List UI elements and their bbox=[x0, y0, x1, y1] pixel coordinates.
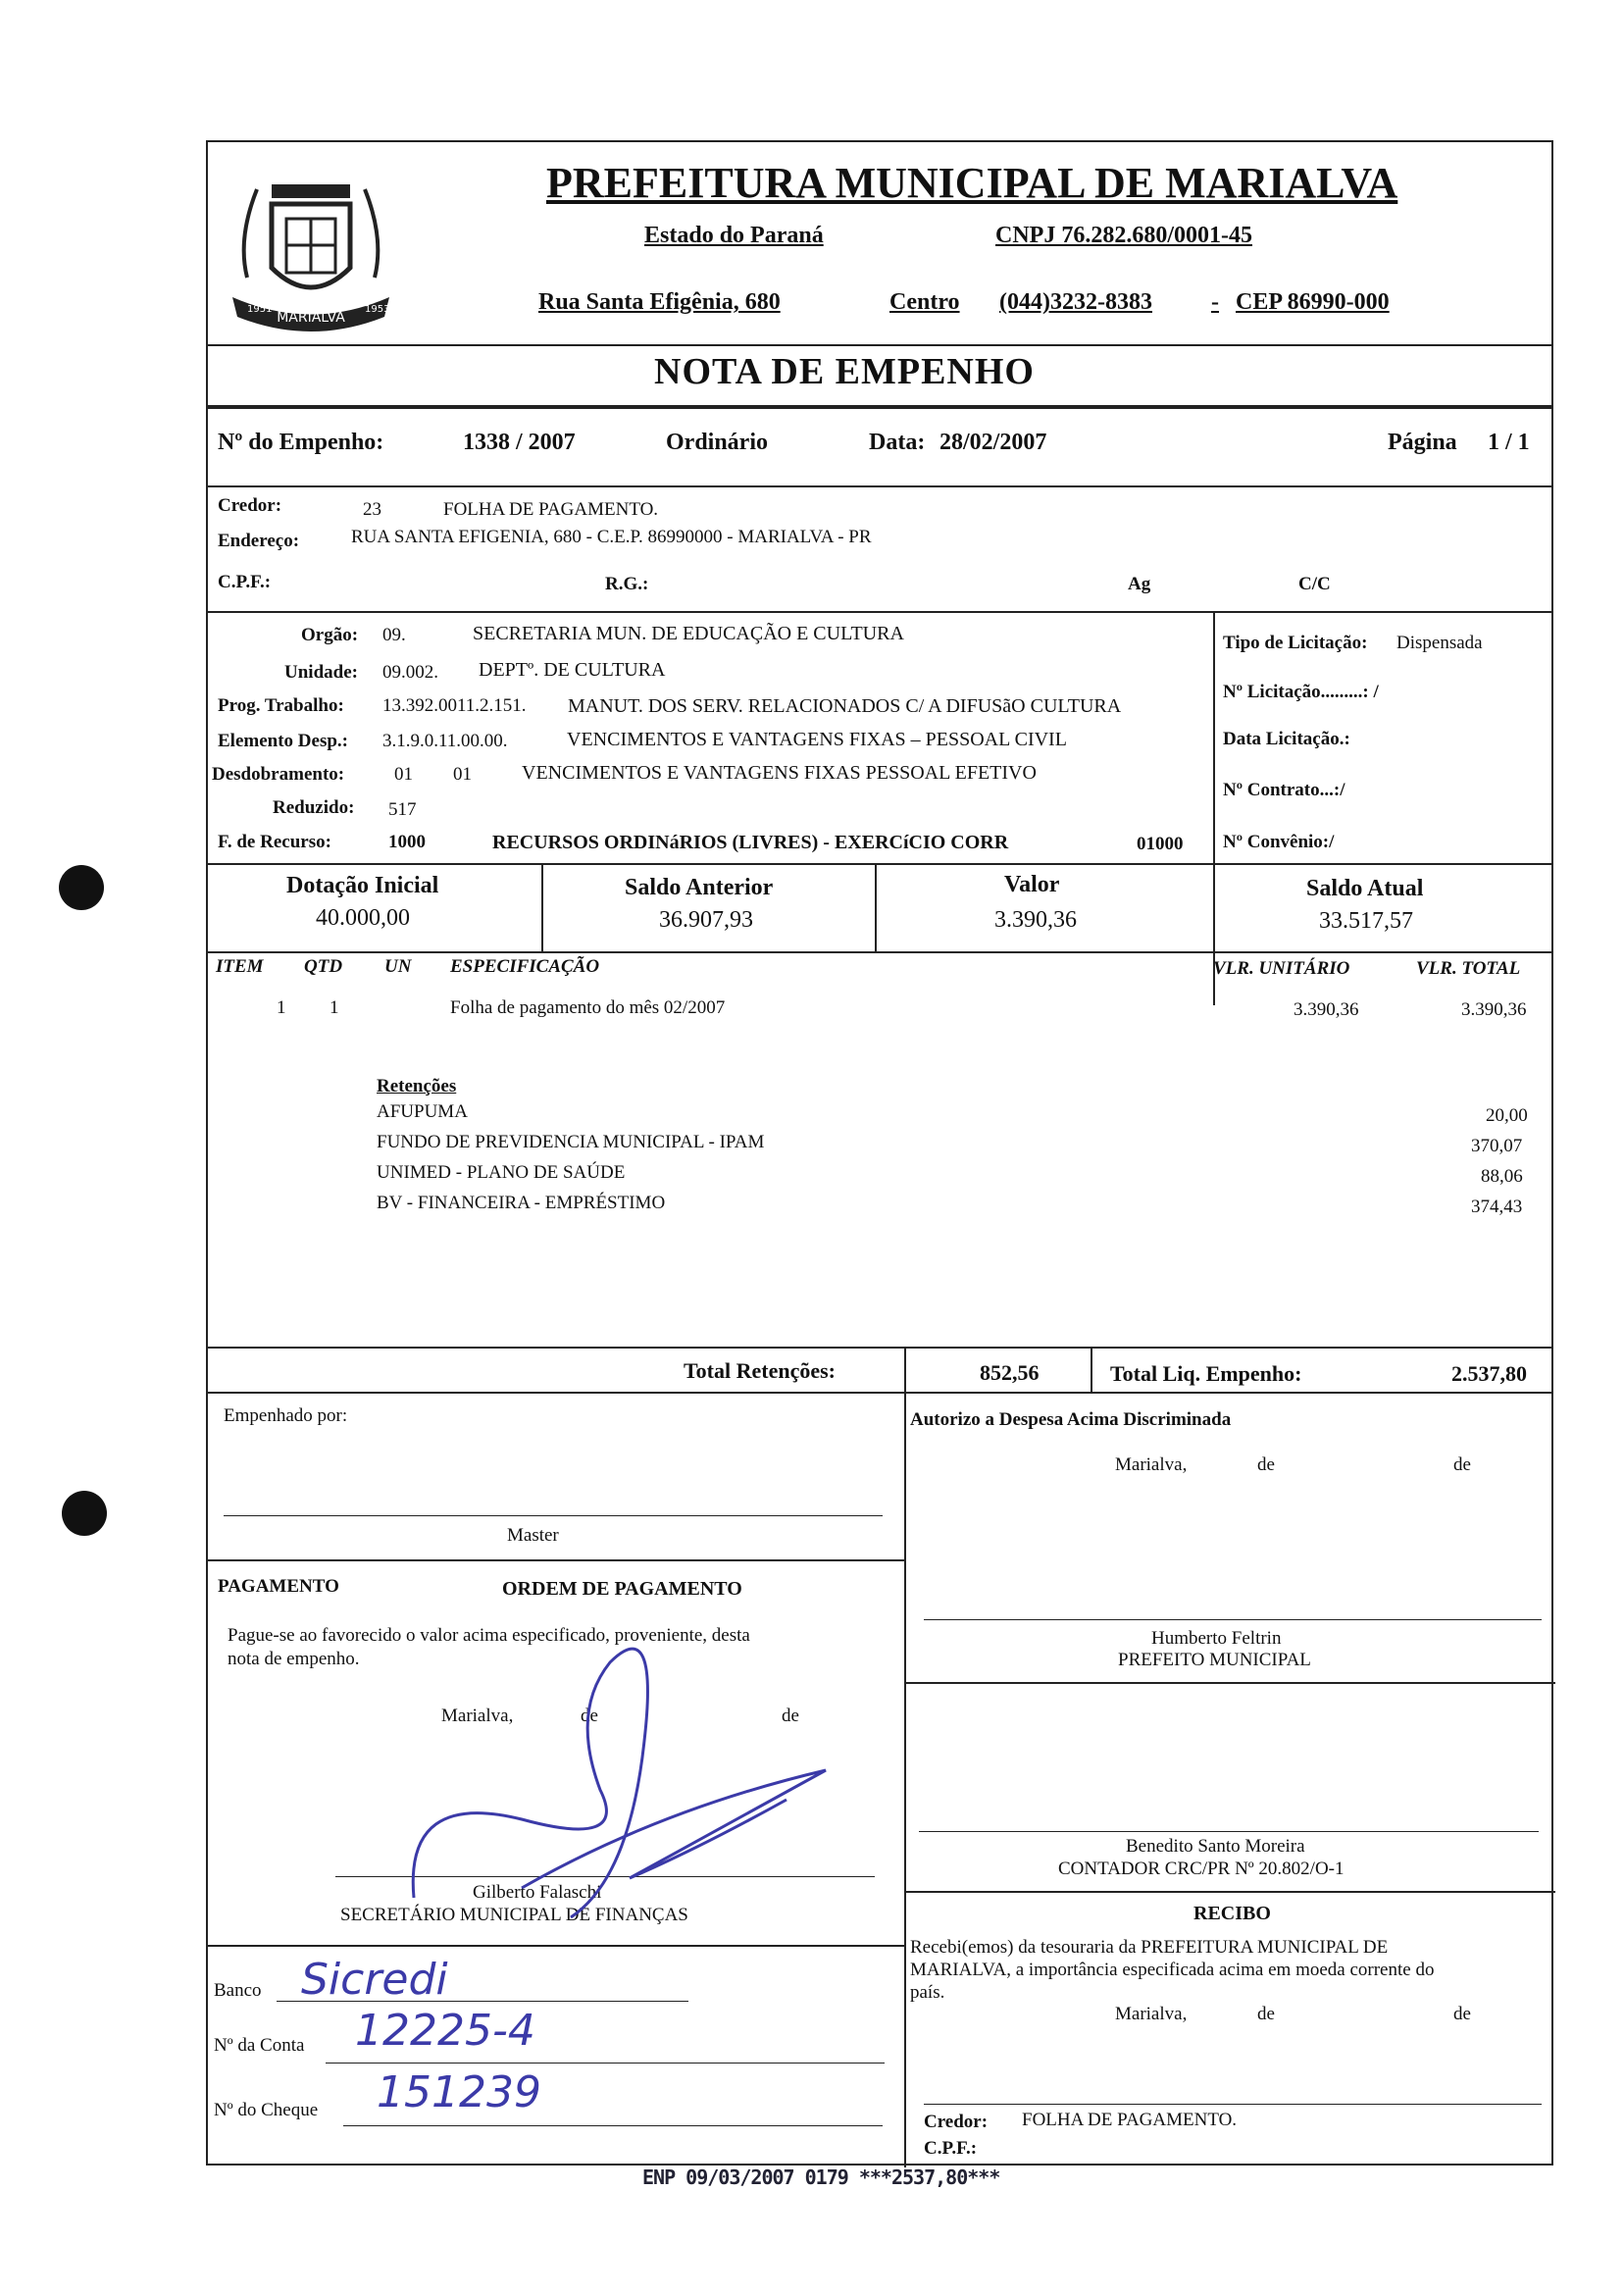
unidade-code: 09.002. bbox=[382, 662, 438, 683]
address: Rua Santa Efigênia, 680 bbox=[538, 289, 781, 315]
item-unit: 3.390,36 bbox=[1294, 999, 1359, 1020]
empenho-date: 28/02/2007 bbox=[939, 430, 1047, 455]
phone: (044)3232-8383 bbox=[999, 289, 1152, 315]
secretario-name: Gilberto Falaschi bbox=[473, 1882, 602, 1903]
cep: CEP 86990-000 bbox=[1236, 289, 1390, 315]
state-name: Estado do Paraná bbox=[644, 223, 824, 248]
recibo-text-2: MARIALVA, a importância especificada acima em moeda corrente do bbox=[910, 1960, 1435, 1980]
prog-code: 13.392.0011.2.151. bbox=[382, 695, 527, 716]
retencao-value: 374,43 bbox=[1471, 1197, 1523, 1217]
page-label: Página bbox=[1388, 430, 1457, 455]
col-qtd: QTD bbox=[304, 956, 343, 977]
total-retencoes-label: Total Retenções: bbox=[684, 1358, 836, 1383]
reduzido-value: 517 bbox=[388, 799, 417, 820]
dotacao-label: Dotação Inicial bbox=[286, 873, 439, 898]
prefeito-role: PREFEITO MUNICIPAL bbox=[1118, 1650, 1311, 1670]
item-desc: Folha de pagamento do mês 02/2007 bbox=[450, 997, 726, 1018]
recibo-title: RECIBO bbox=[1193, 1903, 1271, 1924]
contrato: Nº Contrato...:/ bbox=[1223, 780, 1345, 800]
secretario-role: SECRETÁRIO MUNICIPAL DE FINANÇAS bbox=[340, 1905, 688, 1925]
orgao-label: Orgão: bbox=[301, 625, 359, 645]
contador-name: Benedito Santo Moreira bbox=[1126, 1836, 1305, 1857]
recibo-cpf-label: C.P.F.: bbox=[924, 2138, 978, 2159]
autorizo-de1: de bbox=[1257, 1454, 1275, 1475]
atual-value: 33.517,57 bbox=[1319, 908, 1413, 934]
desdob-a: 01 bbox=[394, 764, 413, 785]
anterior-label: Saldo Anterior bbox=[625, 875, 774, 900]
valor-value: 3.390,36 bbox=[994, 907, 1077, 933]
elemento-name: VENCIMENTOS E VANTAGENS FIXAS – PESSOAL CIVIL bbox=[567, 729, 1067, 750]
empenho-type: Ordinário bbox=[666, 430, 769, 455]
empenho-number: 1338 / 2007 bbox=[463, 430, 576, 455]
total-liquido-value: 2.537,80 bbox=[1451, 1361, 1527, 1386]
recibo-text-3: país. bbox=[910, 1982, 945, 2003]
unidade-label: Unidade: bbox=[284, 662, 358, 683]
secretario-signature-icon bbox=[404, 1623, 855, 1937]
retencao-value: 370,07 bbox=[1471, 1136, 1523, 1156]
svg-text:1951: 1951 bbox=[247, 304, 273, 315]
page-number: 1 / 1 bbox=[1488, 430, 1530, 455]
pagamento-de1: de bbox=[581, 1706, 598, 1726]
conta-label: Nº da Conta bbox=[214, 2035, 305, 2056]
reduzido-label: Reduzido: bbox=[273, 797, 355, 818]
municipal-crest-icon bbox=[218, 150, 404, 336]
elemento-code: 3.1.9.0.11.00.00. bbox=[382, 731, 508, 751]
credor-name: FOLHA DE PAGAMENTO. bbox=[443, 499, 659, 520]
recibo-de1: de bbox=[1257, 2004, 1275, 2024]
cheque-label: Nº do Cheque bbox=[214, 2100, 319, 2120]
elemento-label: Elemento Desp.: bbox=[218, 731, 348, 751]
anterior-value: 36.907,93 bbox=[659, 907, 753, 933]
retencao-name: BV - FINANCEIRA - EMPRÉSTIMO bbox=[377, 1193, 666, 1213]
recibo-credor-label: Credor: bbox=[924, 2112, 989, 2132]
cpf-label: C.P.F.: bbox=[218, 572, 272, 592]
prog-name: MANUT. DOS SERV. RELACIONADOS C/ A DIFUSãO CULTURA bbox=[568, 695, 1122, 717]
autorizo-de2: de bbox=[1453, 1454, 1471, 1475]
autorizo-label: Autorizo a Despesa Acima Discriminada bbox=[910, 1409, 1232, 1430]
municipality-title: PREFEITURA MUNICIPAL DE MARIALVA bbox=[546, 159, 1398, 207]
conta-handwritten: 12225-4 bbox=[355, 2006, 535, 2056]
pagamento-de2: de bbox=[782, 1706, 799, 1726]
col-espec: ESPECIFICAÇÃO bbox=[450, 956, 600, 977]
valor-label: Valor bbox=[1004, 872, 1060, 897]
licitacao-tipo: Dispensada bbox=[1396, 633, 1483, 653]
address-label: Endereço: bbox=[218, 531, 300, 551]
separator: - bbox=[1211, 289, 1219, 315]
dotacao-value: 40.000,00 bbox=[316, 905, 410, 931]
crest-banner-text: MARIALVA bbox=[277, 310, 345, 326]
recibo-city: Marialva, bbox=[1115, 2004, 1188, 2024]
desdob-label: Desdobramento: bbox=[212, 764, 345, 785]
punch-hole-top bbox=[59, 865, 104, 910]
recurso-code: 1000 bbox=[388, 832, 426, 852]
pagamento-text-1: Pague-se ao favorecido o valor acima especificado, proveniente, desta bbox=[228, 1625, 750, 1646]
recurso-name: RECURSOS ORDINáRIOS (LIVRES) - EXERCíCIO CORR bbox=[492, 832, 1009, 853]
desdob-b: 01 bbox=[453, 764, 472, 785]
rg-label: R.G.: bbox=[605, 574, 649, 594]
col-unit: VLR. UNITÁRIO bbox=[1213, 958, 1350, 979]
empenho-date-label: Data: bbox=[869, 430, 926, 455]
autorizo-city: Marialva, bbox=[1115, 1454, 1188, 1475]
item-qtd: 1 bbox=[330, 997, 339, 1018]
pagamento-label: PAGAMENTO bbox=[218, 1576, 339, 1597]
recurso-code2: 01000 bbox=[1137, 834, 1184, 854]
desdob-name: VENCIMENTOS E VANTAGENS FIXAS PESSOAL EFETIVO bbox=[522, 762, 1037, 784]
credor-label: Credor: bbox=[218, 495, 282, 516]
unidade-name: DEPTº. DE CULTURA bbox=[479, 659, 666, 681]
recibo-text-1: Recebi(emos) da tesouraria da PREFEITURA MUNICIPAL DE bbox=[910, 1937, 1389, 1958]
retencao-value: 88,06 bbox=[1481, 1166, 1523, 1187]
prog-label: Prog. Trabalho: bbox=[218, 695, 344, 716]
licitacao-tipo-label: Tipo de Licitação: bbox=[1223, 633, 1368, 653]
credor-code: 23 bbox=[363, 499, 381, 520]
bank-stamp: ENP 09/03/2007 0179 ***2537,80*** bbox=[642, 2166, 1000, 2189]
empenhado-label: Empenhado por: bbox=[224, 1405, 348, 1426]
district: Centro bbox=[889, 289, 960, 315]
licitacao-num: Nº Licitação.........: / bbox=[1223, 682, 1379, 702]
total-liquido-label: Total Liq. Empenho: bbox=[1110, 1361, 1302, 1386]
convenio: Nº Convênio:/ bbox=[1223, 832, 1335, 852]
recurso-label: F. de Recurso: bbox=[218, 832, 331, 852]
banco-handwritten: Sicredi bbox=[301, 1955, 448, 2005]
atual-label: Saldo Atual bbox=[1306, 876, 1424, 901]
punch-hole-bottom bbox=[62, 1491, 107, 1536]
col-item: ITEM bbox=[216, 956, 264, 977]
total-retencoes-value: 852,56 bbox=[980, 1360, 1040, 1385]
credor-address: RUA SANTA EFIGENIA, 680 - C.E.P. 86990000 - MARIALVA - PR bbox=[351, 527, 872, 547]
retencao-name: AFUPUMA bbox=[377, 1101, 468, 1122]
document-title: NOTA DE EMPENHO bbox=[654, 351, 1035, 392]
empenho-document bbox=[206, 140, 1553, 2166]
orgao-code: 09. bbox=[382, 625, 406, 645]
licitacao-data: Data Licitação.: bbox=[1223, 729, 1350, 749]
ordem-pagamento: ORDEM DE PAGAMENTO bbox=[502, 1578, 742, 1600]
retencoes-title: Retenções bbox=[377, 1076, 457, 1096]
svg-text:1953: 1953 bbox=[365, 304, 390, 315]
recibo-credor: FOLHA DE PAGAMENTO. bbox=[1022, 2110, 1238, 2130]
cnpj: CNPJ 76.282.680/0001-45 bbox=[995, 223, 1252, 248]
ag-label: Ag bbox=[1128, 574, 1151, 594]
item-total: 3.390,36 bbox=[1461, 999, 1527, 1020]
prefeito-name: Humberto Feltrin bbox=[1151, 1628, 1282, 1649]
retencao-value: 20,00 bbox=[1486, 1105, 1528, 1126]
banco-label: Banco bbox=[214, 1980, 262, 2001]
empenho-number-label: Nº do Empenho: bbox=[218, 430, 384, 455]
cc-label: C/C bbox=[1298, 574, 1331, 594]
col-total: VLR. TOTAL bbox=[1416, 958, 1521, 979]
orgao-name: SECRETARIA MUN. DE EDUCAÇÃO E CULTURA bbox=[473, 623, 904, 644]
empenhado-name: Master bbox=[507, 1525, 559, 1546]
pagamento-city: Marialva, bbox=[441, 1706, 514, 1726]
retencao-name: UNIMED - PLANO DE SAÚDE bbox=[377, 1162, 626, 1183]
contador-role: CONTADOR CRC/PR Nº 20.802/O-1 bbox=[1058, 1859, 1345, 1879]
item-number: 1 bbox=[277, 997, 286, 1018]
recibo-de2: de bbox=[1453, 2004, 1471, 2024]
col-un: UN bbox=[384, 956, 412, 977]
retencao-name: FUNDO DE PREVIDENCIA MUNICIPAL - IPAM bbox=[377, 1132, 765, 1152]
pagamento-text-2: nota de empenho. bbox=[228, 1649, 360, 1669]
cheque-handwritten: 151239 bbox=[377, 2067, 541, 2117]
